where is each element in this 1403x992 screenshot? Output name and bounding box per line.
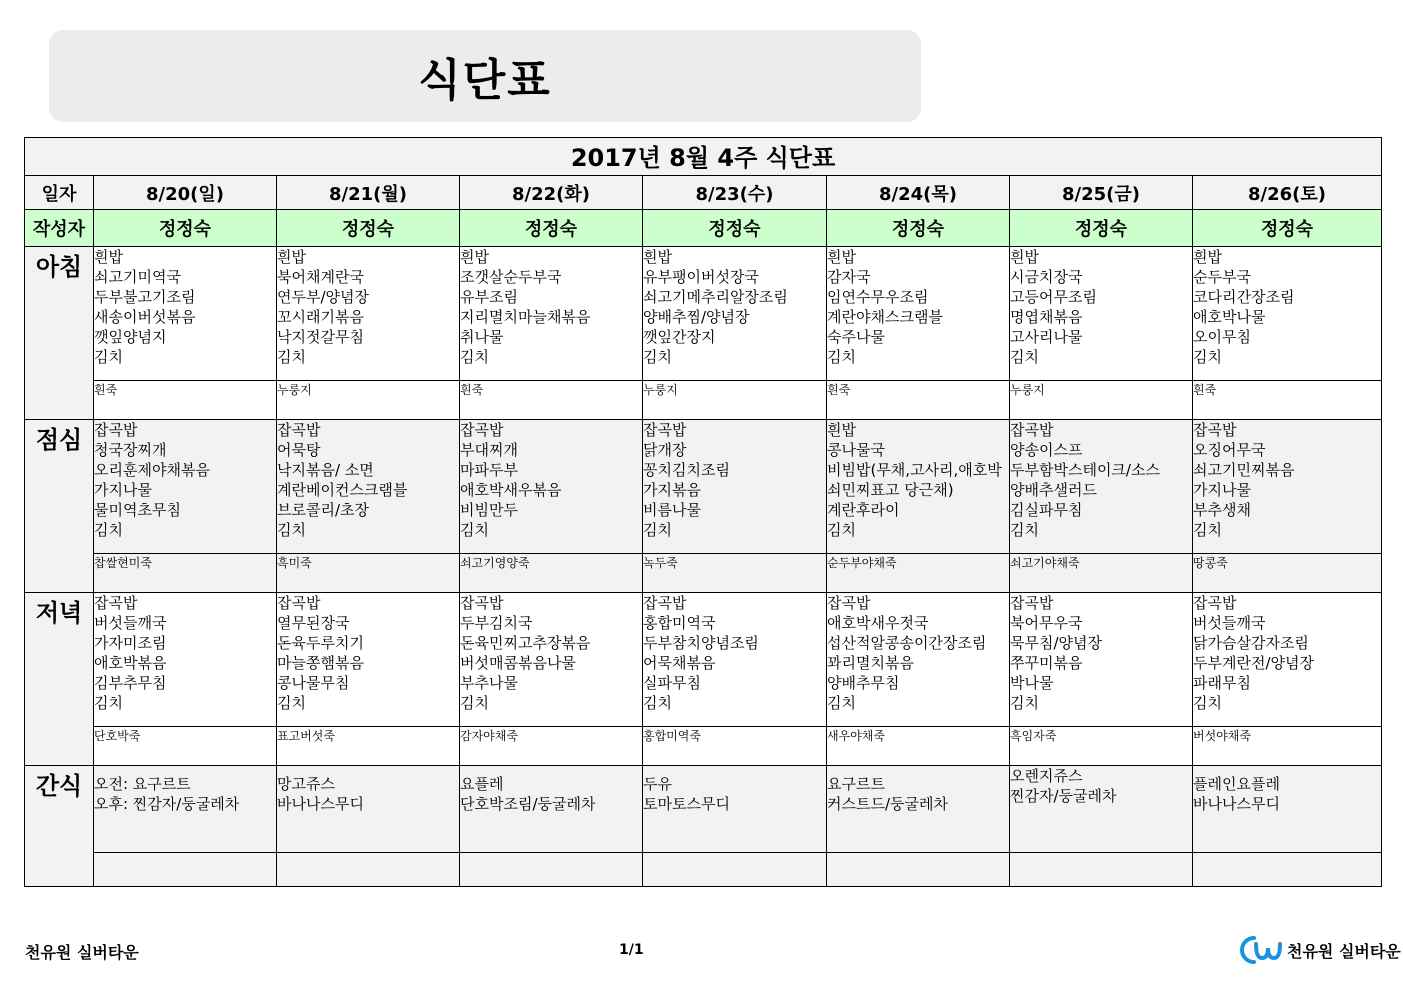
author-cell: 정정숙 (1010, 210, 1193, 247)
dish-item: 박나물 (1010, 674, 1054, 692)
date-cell: 8/20(일) (94, 176, 277, 210)
dinner-porridge-cell: 버섯야채죽 (1193, 727, 1382, 766)
dish-item: 낙지젓갈무침 (277, 328, 364, 346)
dinner-row (25, 593, 1382, 727)
dish-item: 두부불고기조림 (94, 288, 196, 306)
breakfast-row (25, 247, 1382, 381)
dinner-cell (277, 593, 460, 727)
dish-item: 흰밥 (1193, 248, 1222, 266)
dish-item: 김치 (1010, 521, 1039, 539)
dish-item: 버섯들깨국 (94, 614, 167, 632)
dish-item: 쇠고기미역국 (94, 268, 181, 286)
dish-item: 김치 (277, 694, 306, 712)
lunch-cell (277, 420, 460, 554)
dish-item: 새송이버섯볶음 (94, 308, 196, 326)
dish-item: 김치 (827, 521, 856, 539)
author-cell: 정정숙 (643, 210, 827, 247)
lunch-cell (460, 420, 643, 554)
dish-item: 열무된장국 (277, 614, 350, 632)
snack-item: 플레인요플레 (1193, 775, 1280, 793)
snack-item: 요구르트 (827, 775, 885, 793)
breakfast-porridge-cell: 누룽지 (643, 381, 827, 420)
snack-item: 오렌지쥬스 (1010, 767, 1083, 785)
dish-item: 김치 (1193, 348, 1222, 366)
logo-icon (1240, 934, 1284, 966)
dish-item: 두부함박스테이크/소스 (1010, 461, 1160, 479)
date-cell: 8/26(토) (1193, 176, 1382, 210)
dish-item: 김치 (460, 348, 489, 366)
breakfast-porridge-cell: 누룽지 (1010, 381, 1193, 420)
lunch-porridge-cell: 순두부야채죽 (827, 554, 1010, 593)
dish-item: 고사리나물 (1010, 328, 1083, 346)
date-cell: 8/23(수) (643, 176, 827, 210)
dish-item: 애호박새우젓국 (827, 614, 929, 632)
lunch-porridge-cell: 흑미죽 (277, 554, 460, 593)
dinner-porridge-cell: 새우야채죽 (827, 727, 1010, 766)
dish-item: 두부참치양념조림 (643, 634, 759, 652)
snack-item: 오전: 요구르트 (94, 775, 191, 793)
author-label: 작성자 (25, 210, 94, 247)
dish-item: 깻잎간장지 (643, 328, 716, 346)
dish-item: 계란베이컨스크램블 (277, 481, 408, 499)
dish-item: 홍합미역국 (643, 614, 716, 632)
breakfast-porridge-cell: 흰죽 (1193, 381, 1382, 420)
snack-item: 커스트드/둥굴레차 (827, 795, 948, 813)
dish-item: 두부김치국 (460, 614, 533, 632)
dish-item: 섭산적알콩송이간장조림 (827, 634, 987, 652)
dinner-cell (1193, 593, 1382, 727)
dish-item: 김치 (827, 694, 856, 712)
menu-table (24, 137, 1382, 887)
snack-blank-row (25, 853, 1382, 887)
date-cell: 8/25(금) (1010, 176, 1193, 210)
dish-item: 비름나물 (643, 501, 701, 519)
author-cell: 정정숙 (1193, 210, 1382, 247)
dish-item: 어묵채볶음 (643, 654, 716, 672)
author-row (25, 210, 1382, 247)
breakfast-cell (94, 247, 277, 381)
dish-item: 애호박나물 (1193, 308, 1266, 326)
dish-item: 김치 (460, 694, 489, 712)
breakfast-porridge-cell: 흰죽 (827, 381, 1010, 420)
snack-item: 바나나스무디 (1193, 795, 1280, 813)
blank-cell (1193, 853, 1382, 887)
breakfast-porridge-cell: 흰죽 (94, 381, 277, 420)
snack-item: 단호박조림/둥굴레차 (460, 795, 596, 813)
dish-item: 흰밥 (460, 248, 489, 266)
snack-label: 간식 (25, 766, 94, 887)
dish-item: 청국장찌개 (94, 441, 167, 459)
dish-item: 깻잎양념지 (94, 328, 167, 346)
lunch-porridge-cell: 쇠고기야채죽 (1010, 554, 1193, 593)
dish-item: 꽈리멸치볶음 (827, 654, 914, 672)
dish-item: 낙지볶음/ 소면 (277, 461, 374, 479)
snack-item: 오후: 찐감자/둥굴레차 (94, 795, 240, 813)
dish-item: 김치 (277, 348, 306, 366)
dish-item: 고등어무조림 (1010, 288, 1097, 306)
lunch-cell (1193, 420, 1382, 554)
breakfast-cell (277, 247, 460, 381)
dish-item: 버섯들깨국 (1193, 614, 1266, 632)
footer-org: 천유원 실버타운 (25, 943, 139, 962)
dish-item: 꼬시래기볶음 (277, 308, 364, 326)
dish-item: 닭가슴살감자조림 (1193, 634, 1309, 652)
dish-item: 애호박새우볶음 (460, 481, 562, 499)
dish-item: 김치 (643, 348, 672, 366)
dish-item: 돈육두루치기 (277, 634, 364, 652)
dinner-cell (1010, 593, 1193, 727)
dish-item: 양송이스프 (1010, 441, 1083, 459)
author-cell: 정정숙 (827, 210, 1010, 247)
breakfast-porridge-row (25, 381, 1382, 420)
dish-item: 김치 (1010, 694, 1039, 712)
dish-item: 흰밥 (1010, 248, 1039, 266)
dish-item: 김치 (643, 521, 672, 539)
snack-cell (277, 766, 460, 853)
snack-cell (1010, 766, 1193, 853)
dish-item: 마늘쫑햄볶음 (277, 654, 364, 672)
lunch-row (25, 420, 1382, 554)
lunch-porridge-cell: 땅콩죽 (1193, 554, 1382, 593)
dish-item: 잡곡밥 (643, 421, 687, 439)
dish-item: 김치 (1010, 348, 1039, 366)
date-cell: 8/22(화) (460, 176, 643, 210)
dish-item: 흰밥 (94, 248, 123, 266)
dish-item: 부추생채 (1193, 501, 1251, 519)
blank-cell (643, 853, 827, 887)
dish-item: 잡곡밥 (1193, 594, 1237, 612)
snack-row (25, 766, 1382, 853)
table-caption: 2017년 8월 4주 식단표 (25, 138, 1382, 176)
page-number: 1/1 (619, 942, 644, 958)
snack-cell (460, 766, 643, 853)
snack-item: 바나나스무디 (277, 795, 364, 813)
dish-item: 쇠고기민찌볶음 (1193, 461, 1295, 479)
snack-cell (827, 766, 1010, 853)
date-label: 일자 (25, 176, 94, 210)
dish-item: 잡곡밥 (643, 594, 687, 612)
dish-item: 잡곡밥 (827, 594, 871, 612)
dish-item: 북어무우국 (1010, 614, 1083, 632)
dish-item: 김부추무침 (94, 674, 167, 692)
breakfast-porridge-cell: 누룽지 (277, 381, 460, 420)
lunch-cell (94, 420, 277, 554)
lunch-porridge-row (25, 554, 1382, 593)
blank-cell (1010, 853, 1193, 887)
dish-item: 숙주나물 (827, 328, 885, 346)
breakfast-cell (643, 247, 827, 381)
dish-item: 잡곡밥 (1010, 594, 1054, 612)
dish-item: 묵무침/양념장 (1010, 634, 1102, 652)
dish-item: 브로콜리/초장 (277, 501, 369, 519)
logo-text: 천유원 실버타운 (1287, 941, 1401, 961)
date-cell: 8/21(월) (277, 176, 460, 210)
dish-item: 쇠민찌표고 당근채) (827, 481, 954, 499)
dish-item: 콩나물무침 (277, 674, 350, 692)
dish-item: 물미역초무침 (94, 501, 181, 519)
author-cell: 정정숙 (460, 210, 643, 247)
dish-item: 흰밥 (277, 248, 306, 266)
dish-item: 흰밥 (643, 248, 672, 266)
dish-item: 오이무침 (1193, 328, 1251, 346)
dish-item: 임연수무우조림 (827, 288, 929, 306)
dish-item: 잡곡밥 (94, 594, 138, 612)
dish-item: 양배추샐러드 (1010, 481, 1097, 499)
dish-item: 조갯살순두부국 (460, 268, 562, 286)
lunch-cell (643, 420, 827, 554)
dish-item: 가지볶음 (643, 481, 701, 499)
date-row (25, 176, 1382, 210)
lunch-label: 점심 (25, 420, 94, 593)
dish-item: 취나물 (460, 328, 504, 346)
dish-item: 시금치장국 (1010, 268, 1083, 286)
dish-item: 양배추찜/양념장 (643, 308, 750, 326)
dish-item: 잡곡밥 (1010, 421, 1054, 439)
dish-item: 버섯매콤볶음나물 (460, 654, 576, 672)
dish-item: 가자미조림 (94, 634, 167, 652)
dish-item: 지리멸치마늘채볶음 (460, 308, 591, 326)
lunch-cell (1010, 420, 1193, 554)
dinner-porridge-row (25, 727, 1382, 766)
snack-item: 토마토스무디 (643, 795, 730, 813)
breakfast-cell (1010, 247, 1193, 381)
dish-item: 북어채계란국 (277, 268, 364, 286)
dish-item: 김치 (1193, 521, 1222, 539)
snack-cell (1193, 766, 1382, 853)
dish-item: 명엽채볶음 (1010, 308, 1083, 326)
dish-item: 잡곡밥 (460, 421, 504, 439)
snack-item: 찐감자/둥굴레차 (1010, 787, 1117, 805)
lunch-porridge-cell: 쇠고기영양죽 (460, 554, 643, 593)
author-cell: 정정숙 (277, 210, 460, 247)
page-title: 식단표 (418, 55, 552, 106)
dish-item: 계란후라이 (827, 501, 900, 519)
date-cell: 8/24(목) (827, 176, 1010, 210)
dish-item: 흰밥 (827, 248, 856, 266)
dinner-porridge-cell: 단호박죽 (94, 727, 277, 766)
dinner-cell (460, 593, 643, 727)
dish-item: 잡곡밥 (277, 594, 321, 612)
dinner-porridge-cell: 감자야채죽 (460, 727, 643, 766)
dish-item: 잡곡밥 (1193, 421, 1237, 439)
dish-item: 닭개장 (643, 441, 687, 459)
dinner-label: 저녁 (25, 593, 94, 766)
dish-item: 흰밥 (827, 421, 856, 439)
blank-cell (94, 853, 277, 887)
dinner-porridge-cell: 표고버섯죽 (277, 727, 460, 766)
dish-item: 계란야채스크램블 (827, 308, 943, 326)
lunch-cell (827, 420, 1010, 554)
breakfast-porridge-cell: 흰죽 (460, 381, 643, 420)
dish-item: 쭈꾸미볶음 (1010, 654, 1083, 672)
snack-item: 두유 (643, 775, 672, 793)
dinner-porridge-cell: 홍합미역죽 (643, 727, 827, 766)
dish-item: 쇠고기메추리알장조림 (643, 288, 788, 306)
dish-item: 김치 (94, 521, 123, 539)
dish-item: 부추나물 (460, 674, 518, 692)
dish-item: 비빔밥(무채,고사리,애호박 (827, 461, 1002, 479)
blank-cell (277, 853, 460, 887)
dish-item: 순두부국 (1193, 268, 1251, 286)
dish-item: 콩나물국 (827, 441, 885, 459)
dish-item: 마파두부 (460, 461, 518, 479)
dish-item: 가지나물 (94, 481, 152, 499)
dish-item: 오징어무국 (1193, 441, 1266, 459)
dish-item: 잡곡밥 (460, 594, 504, 612)
dish-item: 감자국 (827, 268, 871, 286)
breakfast-cell (827, 247, 1010, 381)
dish-item: 김실파무침 (1010, 501, 1083, 519)
dinner-cell (94, 593, 277, 727)
dish-item: 유부조림 (460, 288, 518, 306)
footer-logo (1240, 934, 1401, 966)
dish-item: 파래무침 (1193, 674, 1251, 692)
dish-item: 코다리간장조림 (1193, 288, 1295, 306)
dish-item: 김치 (94, 694, 123, 712)
dish-item: 김치 (1193, 694, 1222, 712)
dish-item: 애호박볶음 (94, 654, 167, 672)
lunch-porridge-cell: 찹쌀현미죽 (94, 554, 277, 593)
author-cell: 정정숙 (94, 210, 277, 247)
blank-cell (827, 853, 1010, 887)
dish-item: 김치 (827, 348, 856, 366)
dish-item: 돈육민찌고추장볶음 (460, 634, 591, 652)
snack-cell (94, 766, 277, 853)
dish-item: 부대찌개 (460, 441, 518, 459)
blank-cell (460, 853, 643, 887)
dish-item: 김치 (460, 521, 489, 539)
dish-item: 두부계란전/양념장 (1193, 654, 1314, 672)
dish-item: 어묵탕 (277, 441, 321, 459)
breakfast-cell (1193, 247, 1382, 381)
snack-item: 망고쥬스 (277, 775, 335, 793)
dish-item: 유부팽이버섯장국 (643, 268, 759, 286)
lunch-porridge-cell: 녹두죽 (643, 554, 827, 593)
dish-item: 오리훈제야채볶음 (94, 461, 210, 479)
dish-item: 양배추무침 (827, 674, 900, 692)
dinner-cell (643, 593, 827, 727)
dish-item: 꽁치김치조림 (643, 461, 730, 479)
breakfast-label: 아침 (25, 247, 94, 420)
snack-item: 요플레 (460, 775, 504, 793)
dish-item: 김치 (94, 348, 123, 366)
dish-item: 잡곡밥 (94, 421, 138, 439)
dish-item: 잡곡밥 (277, 421, 321, 439)
dinner-porridge-cell: 흑임자죽 (1010, 727, 1193, 766)
snack-cell (643, 766, 827, 853)
dish-item: 김치 (277, 521, 306, 539)
breakfast-cell (460, 247, 643, 381)
dish-item: 가지나물 (1193, 481, 1251, 499)
dish-item: 김치 (643, 694, 672, 712)
dish-item: 비빔만두 (460, 501, 518, 519)
title-box (49, 30, 921, 122)
dish-item: 실파무침 (643, 674, 701, 692)
dish-item: 연두부/양념장 (277, 288, 369, 306)
dinner-cell (827, 593, 1010, 727)
